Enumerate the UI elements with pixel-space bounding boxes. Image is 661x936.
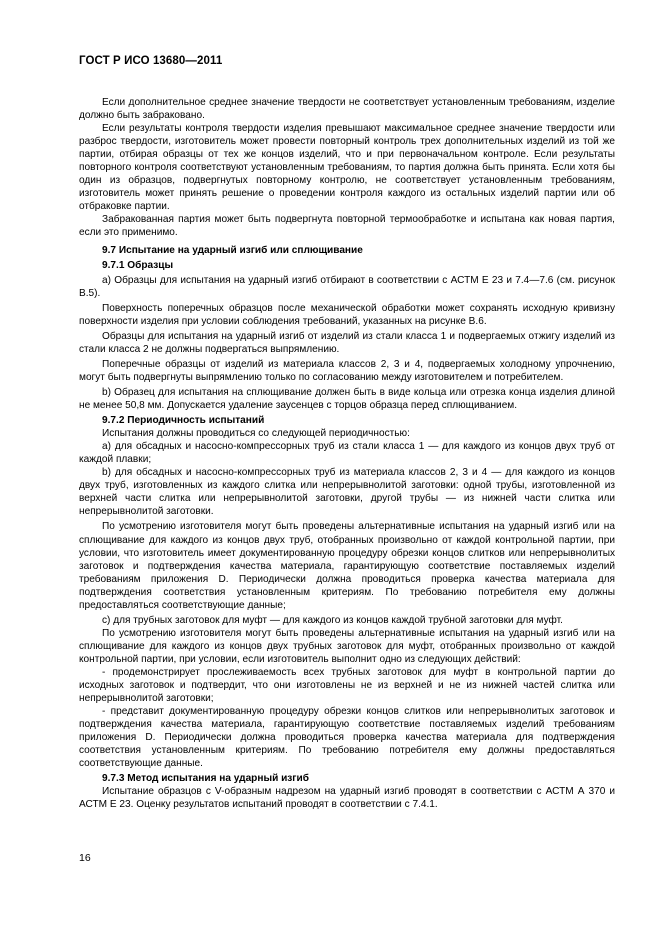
subsection-heading: 9.7.3 Метод испытания на ударный изгиб — [102, 773, 309, 785]
paragraph: Если дополнительное среднее значение твердости не соответствует установленным требованиям, изделие должно быть забраковано. — [79, 97, 615, 122]
paragraph: a) Образцы для испытания на ударный изгиб отбирают в соответствии с АСТМ Е 23 и 7.4—7.6 (см. рисунок В.5). — [79, 274, 615, 299]
section-heading: 9.7 Испытание на ударный изгиб или сплющивание — [102, 244, 363, 256]
paragraph: Забракованная партия может быть подвергнута повторной термообработке и испытана как новая партия, если это применимо. — [79, 214, 615, 239]
paragraph: Поперечные образцы от изделий из материала классов 2, 3 и 4, подвергаемых холодному упрочнению, могут быть подвергнуты выпрямлению только по согласованию между изготовителем и потребителем. — [79, 358, 615, 383]
paragraph: Поверхность поперечных образцов после механической обработки может сохранять исходную кривизну поверхности изделия при условии соблюдения требований, указанных на рисунке В.6. — [79, 302, 615, 327]
paragraph: a) для обсадных и насосно-компрессорных труб из стали класса 1 — для каждого из концов двух труб от каждой плавки; — [79, 441, 615, 466]
page-number: 16 — [79, 852, 91, 864]
paragraph: По усмотрению изготовителя могут быть проведены альтернативные испытания на ударный изгиб или на сплющивание для каждого из концов двух трубных заготовок для муфт, отобранных произвольно от каждой контрольной партии, при условии, если изготовитель выполнит одно из следующих действий: — [79, 627, 615, 665]
paragraph: c) для трубных заготовок для муфт — для каждого из концов каждой трубной заготовки для муфт. — [102, 614, 563, 626]
paragraph: Испытания должны проводиться со следующей периодичностью: — [102, 428, 410, 440]
subsection-heading: 9.7.1 Образцы — [102, 259, 174, 271]
document-header: ГОСТ Р ИСО 13680—2011 — [79, 55, 223, 67]
paragraph: По усмотрению изготовителя могут быть проведены альтернативные испытания на ударный изгиб или на сплющивание для каждого из концов двух труб, отобранных произвольно от каждой контрольной партии, при условии, что изготовитель имеет документированную процедуру обрезки концов слитков или непрерывнолитых заготовок и подтверждения качества материала, гарантирующую соответствие поставляемых изделий требованиям приложения D. Периодически должна проводиться проверка качества материала для подтверждения соответствия установленным критериям. По требованию потребителя ему должны предоставляться соответствующие данные; — [79, 521, 615, 611]
subsection-heading: 9.7.2 Периодичность испытаний — [102, 415, 265, 427]
paragraph: Образцы для испытания на ударный изгиб от изделий из стали класса 1 и подвергаемых отжигу изделий из стали класса 2 не должны подвергаться выпрямлению. — [79, 330, 615, 355]
paragraph: - продемонстрирует прослеживаемость всех трубных заготовок для муфт в контрольной партии до исходных заготовок и подтвердит, что они изготовлены не из верхней и не из нижней частей слитка или непрерывнолитой заготовки; — [79, 666, 615, 705]
paragraph: Испытание образцов с V-образным надрезом на ударный изгиб проводят в соответствии с АСТМ А 370 и АСТМ Е 23. Оценку результатов испытаний проводят в соответствии с 7.4.1. — [79, 786, 615, 811]
paragraph: b) для обсадных и насосно-компрессорных труб из материала классов 2, 3 и 4 — для каждого из концов двух труб, изготовленных из каждого слитка или непрерывнолитой заготовки: одной трубы, изготовленной из верхней части слитка или непрерывнолитой заготовки, другой трубы — из нижней части слитка или непрерывнолитой заготовки. — [79, 467, 615, 518]
paragraph: b) Образец для испытания на сплющивание должен быть в виде кольца или отрезка конца изделия длиной не менее 50,8 мм. Допускается удаление заусенцев с торцов образца перед сплющиванием. — [79, 386, 615, 412]
paragraph: Если результаты контроля твердости изделия превышают максимальное среднее значение твердости или разброс твердости, изготовитель может провести повторный контроль трех дополнительных изделий из той же партии, отбирая образцы от тех же концов изделий, что и при первоначальном контроле. Если результаты повторного контроля соответствуют установленным требованиям, то партия должна быть принята. Если хотя бы один из образцов, подвергнутых повторному контролю, не соответствует установленным требованиям, изготовитель может принять решение о проведении контроля каждого из остальных изделий партии или об отбраковке партии. — [79, 123, 615, 213]
document-body — [79, 96, 615, 811]
paragraph: - представит документированную процедуру обрезки концов слитков или непрерывнолитых заготовок и подтверждения качества материала, гарантирующую соответствие поставляемых изделий требованиям приложения D. Периодически должна проводиться проверка качества материала для подтверждения соответствия установленным критериям. По требованию потребителя ему должны предоставляться соответствующие данные. — [79, 706, 615, 770]
